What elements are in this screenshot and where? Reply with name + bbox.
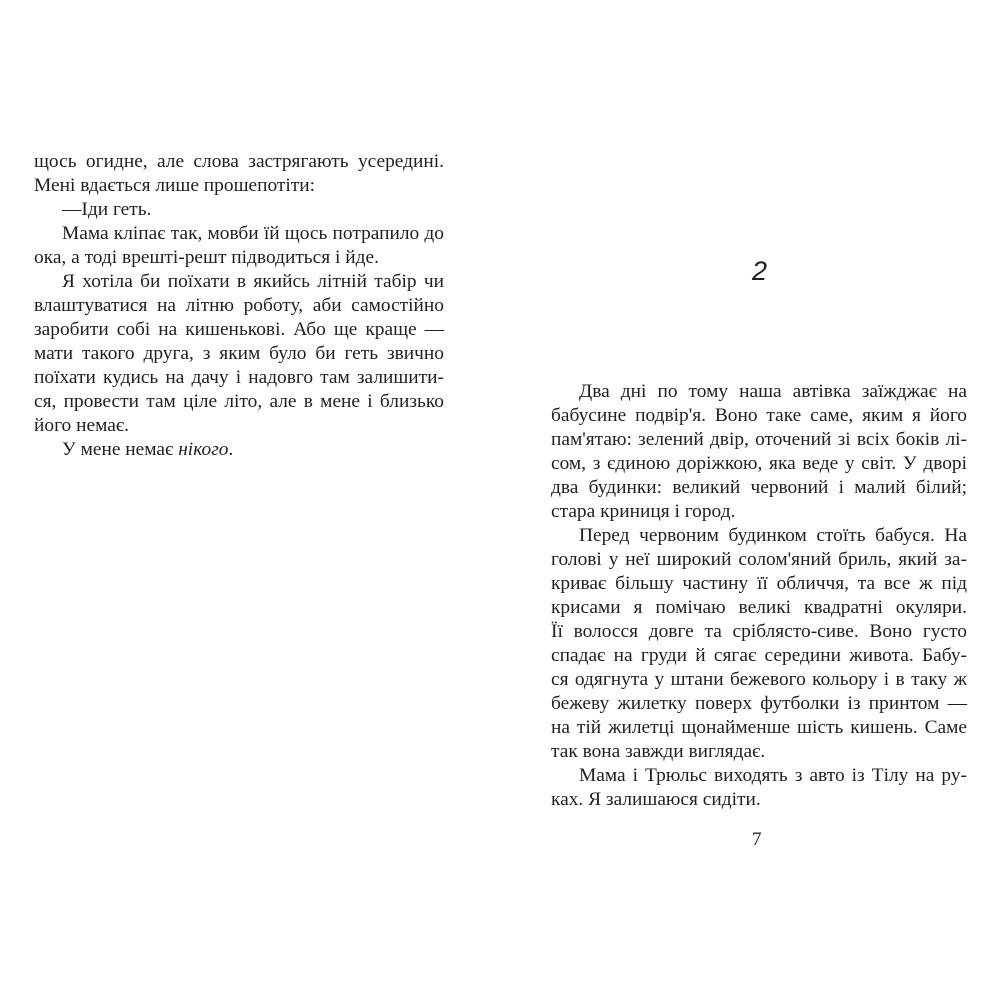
text-line: голові у неї широкий солом'яний бриль, який за- (551, 549, 967, 570)
text-line: Мені вдається лише прошепотіти: (34, 175, 316, 196)
text-line: щось огидне, але слова застрягають усередині. (34, 151, 444, 172)
text-line: два будинки: великий червоний і малий білий; (551, 477, 967, 498)
text-line: його немає. (34, 415, 129, 436)
text-line: мати такого друга, з яким було би геть звично (34, 343, 444, 364)
text-line: сом, з єдиною доріжкою, яка веде у світ. У дворі (551, 453, 967, 474)
text-line: ся одягнута у штани бежевого кольору і в таку ж (551, 669, 967, 690)
text-line: влаштуватися на літню роботу, аби самостійно (34, 295, 444, 316)
text-line: так вона завжди виглядає. (551, 741, 766, 762)
text-line: Два дні по тому наша автівка заїжджає на (579, 381, 967, 402)
text-line: крисами я помічаю великі квадратні окуляри. (551, 597, 967, 618)
chapter-number: 2 (752, 256, 768, 286)
emphasized-word: нікого (178, 439, 229, 460)
text-line: Мама кліпає так, мовби їй щось потрапило до (62, 223, 444, 244)
text-line: пам'ятаю: зелений двір, оточений зі всіх боків лі- (551, 429, 967, 450)
dialogue-line: —Іди геть. (62, 199, 152, 220)
text-line: ся, провести там ціле літо, але в мене і близько (34, 391, 444, 412)
text-line: Перед червоним будинком стоїть бабуся. На (579, 525, 967, 546)
text-line: бежеву жилетку поверх футболки із принтом — (551, 693, 967, 714)
text-line: бабусине подвір'я. Воно таке саме, яким я його (551, 405, 967, 426)
text-line: заробити собі на кишенькові. Або ще краще — (34, 319, 444, 340)
text-line: ока, а тоді врешті-решт підводиться і йде. (34, 247, 379, 268)
text-line: Мама і Трюльс виходять з авто із Тілу на ру- (579, 765, 967, 786)
text-fragment: . (228, 439, 234, 460)
text-line: на тій жилетці щонайменше шість кишень. Саме (551, 717, 967, 738)
text-line: спадає на груди й сягає середини живота. Бабу- (551, 645, 967, 666)
text-fragment: У мене немає (62, 439, 179, 460)
text-line: стара криниця і город. (551, 501, 736, 522)
text-line-final (62, 438, 233, 462)
text-line: Її волосся довге та сріблясто-сиве. Воно густо (551, 621, 967, 642)
text-line: ках. Я залишаюся сидіти. (551, 789, 761, 810)
page-number: 7 (752, 829, 762, 850)
text-line: поїхати кудись на дачу і надовго там залишити- (34, 367, 444, 388)
text-line: криває більшу частину її обличчя, та все ж під (551, 573, 967, 594)
text-line: Я хотіла би поїхати в якийсь літній табір чи (62, 271, 444, 292)
